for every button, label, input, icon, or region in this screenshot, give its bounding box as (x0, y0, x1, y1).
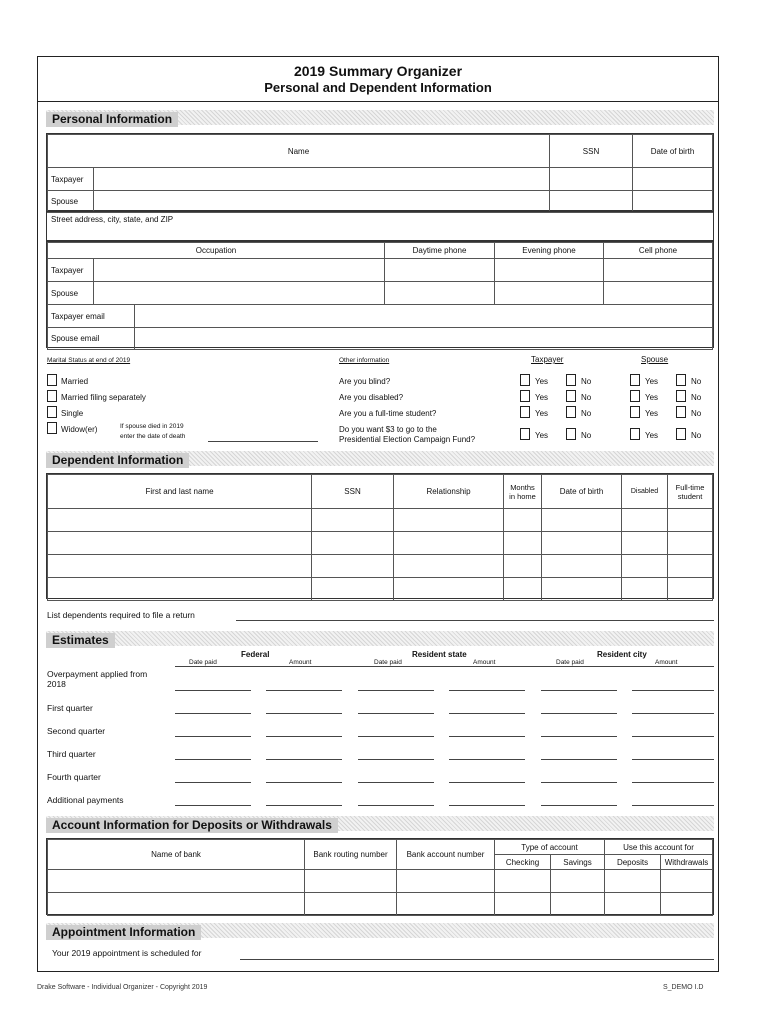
dep-name-field[interactable] (48, 532, 312, 555)
estimate-entry-field[interactable] (358, 782, 434, 783)
taxpayer-dob-field[interactable] (633, 168, 713, 191)
dep-student-field[interactable] (668, 532, 713, 555)
dep-disabled-field[interactable] (622, 509, 668, 532)
estimate-entry-field[interactable] (632, 736, 714, 737)
spouse-evening-field[interactable] (495, 282, 604, 305)
savings-field[interactable] (551, 870, 605, 893)
mfs-checkbox[interactable] (47, 390, 57, 402)
dep-rel-field[interactable] (394, 532, 504, 555)
fed-date-header: Date paid (189, 659, 217, 666)
yes-label: Yes (535, 409, 549, 418)
city-date-header: Date paid (556, 659, 584, 666)
no-label: No (691, 377, 702, 386)
dep-name-field[interactable] (48, 578, 312, 601)
form-title: 2019 Summary Organizer (293, 63, 463, 79)
sp-student-no-checkbox[interactable] (676, 406, 686, 418)
estimate-entry-field[interactable] (449, 805, 525, 806)
est-row-overpayment: Overpayment applied from 2018 (47, 669, 148, 689)
estimate-entry-field[interactable] (266, 782, 342, 783)
routing-field[interactable] (305, 870, 397, 893)
tp-disabled-no-checkbox[interactable] (566, 390, 576, 402)
dep-rel-field[interactable] (394, 578, 504, 601)
section-personal (46, 110, 714, 125)
estimate-entry-field[interactable] (449, 759, 525, 760)
footer-copyright: Drake Software - Individual Organizer - Copyright 2019 (37, 984, 208, 991)
estimate-entry-field[interactable] (358, 805, 434, 806)
section-personal-title: Personal Information (46, 112, 178, 127)
estimate-entry-field[interactable] (449, 713, 525, 714)
section-dependent-title: Dependent Information (46, 453, 189, 468)
dep-student-field[interactable] (668, 578, 713, 601)
spouse-email-label: Spouse email (48, 328, 135, 349)
section-appointment (46, 923, 714, 938)
state-header: Resident state (412, 650, 467, 659)
federal-header: Federal (241, 650, 270, 659)
tp-campaign-yes-checkbox[interactable] (520, 428, 530, 440)
table-row (48, 509, 713, 532)
name-header: Name (48, 135, 550, 168)
dep-months-field[interactable] (504, 555, 542, 578)
estimate-entry-field[interactable] (449, 690, 525, 691)
section-dependent (46, 451, 714, 466)
est-row-q1: First quarter (47, 703, 93, 713)
ssn-header: SSN (550, 135, 633, 168)
occupation-header: Occupation (48, 243, 385, 259)
spouse-occupation-field[interactable] (94, 282, 385, 305)
yes-label: Yes (645, 431, 659, 440)
estimate-entry-field[interactable] (175, 805, 251, 806)
taxpayer-email-field[interactable] (135, 305, 712, 327)
state-date-header: Date paid (374, 659, 402, 666)
withdrawals-header: Withdrawals (661, 855, 713, 870)
estimate-entry-field[interactable] (541, 736, 617, 737)
no-label: No (581, 409, 592, 418)
checking-header: Checking (495, 855, 551, 870)
estimate-entry-field[interactable] (358, 759, 434, 760)
list-dependents-label: List dependents required to file a return (47, 610, 195, 620)
est-row-additional: Additional payments (47, 795, 124, 805)
tp-blind-yes-checkbox[interactable] (520, 374, 530, 386)
city-amount-header: Amount (655, 659, 678, 666)
estimate-entry-field[interactable] (266, 805, 342, 806)
dep-ssn-field[interactable] (312, 509, 394, 532)
taxpayer-label: Taxpayer (48, 168, 94, 191)
acct-use-header: Use this account for (605, 840, 713, 855)
other-spouse-heading: Spouse (641, 355, 669, 364)
sp-student-yes-checkbox[interactable] (630, 406, 640, 418)
taxpayer-cell-field[interactable] (604, 259, 713, 282)
spouse-ssn-field[interactable] (550, 191, 633, 213)
estimate-entry-field[interactable] (266, 759, 342, 760)
widow-note-1: If spouse died in 2019 (120, 423, 184, 430)
yes-label: Yes (645, 377, 659, 386)
blind-question: Are you blind? (339, 377, 391, 386)
estimate-entry-field[interactable] (449, 736, 525, 737)
est-row-q4: Fourth quarter (47, 772, 101, 782)
acct-type-header: Type of account (495, 840, 605, 855)
sp-campaign-yes-checkbox[interactable] (630, 428, 640, 440)
section-estimates (46, 631, 714, 646)
dep-name-field[interactable] (48, 555, 312, 578)
widow-checkbox[interactable] (47, 422, 57, 434)
estimate-entry-field[interactable] (175, 736, 251, 737)
yes-label: Yes (535, 377, 549, 386)
estimate-entry-field[interactable] (541, 690, 617, 691)
student-question: Are you a full-time student? (339, 409, 437, 418)
table-row (48, 578, 713, 601)
estimate-entry-field[interactable] (632, 805, 714, 806)
dep-rel-field[interactable] (394, 509, 504, 532)
estimate-entry-field[interactable] (632, 690, 714, 691)
dep-dob-field[interactable] (542, 555, 622, 578)
campaign-question-1: Do you want $3 to go to the (339, 425, 437, 434)
checking-field[interactable] (495, 870, 551, 893)
other-heading: Other information (339, 357, 390, 364)
dep-dob-field[interactable] (542, 509, 622, 532)
estimate-entry-field[interactable] (358, 713, 434, 714)
routing-header: Bank routing number (305, 840, 397, 870)
sp-blind-no-checkbox[interactable] (676, 374, 686, 386)
estimate-entry-field[interactable] (266, 690, 342, 691)
taxpayer-evening-field[interactable] (495, 259, 604, 282)
deposits-field[interactable] (605, 870, 661, 893)
appointment-label: Your 2019 appointment is scheduled for (52, 948, 202, 958)
yes-label: Yes (645, 409, 659, 418)
bank-name-header: Name of bank (48, 840, 305, 870)
sp-disabled-no-checkbox[interactable] (676, 390, 686, 402)
est-row-q2: Second quarter (47, 726, 106, 736)
fed-amount-header: Amount (289, 659, 312, 666)
estimates-header-rule (175, 666, 714, 667)
section-estimates-title: Estimates (46, 633, 115, 648)
address-label: Street address, city, state, and ZIP (51, 215, 174, 224)
widow-label: Widow(er) (61, 425, 98, 434)
dep-student-field[interactable] (668, 555, 713, 578)
dep-rel-header: Relationship (394, 475, 504, 509)
cell-header: Cell phone (604, 243, 713, 259)
mfs-label: Married filing separately (61, 393, 146, 402)
spouse-email-row (48, 328, 713, 350)
routing-field[interactable] (305, 893, 397, 916)
spouse-dob-field[interactable] (633, 191, 713, 213)
city-header: Resident city (597, 650, 647, 659)
estimate-entry-field[interactable] (358, 690, 434, 691)
est-row-q3: Third quarter (47, 749, 96, 759)
table-row (48, 893, 713, 916)
disabled-question: Are you disabled? (339, 393, 404, 402)
tp-disabled-yes-checkbox[interactable] (520, 390, 530, 402)
yes-label: Yes (535, 431, 549, 440)
withdrawals-field[interactable] (661, 893, 713, 916)
spouse-daytime-field[interactable] (385, 282, 495, 305)
acct-num-header: Bank account number (397, 840, 495, 870)
taxpayer-ssn-field[interactable] (550, 168, 633, 191)
bank-name-field[interactable] (48, 870, 305, 893)
dob-header: Date of birth (633, 135, 713, 168)
dep-ssn-header: SSN (312, 475, 394, 509)
estimate-entry-field[interactable] (175, 713, 251, 714)
state-amount-header: Amount (473, 659, 496, 666)
dep-ssn-field[interactable] (312, 578, 394, 601)
title-divider (38, 101, 718, 102)
evening-header: Evening phone (495, 243, 604, 259)
yes-label: Yes (645, 393, 659, 402)
spouse-email-field[interactable] (135, 328, 712, 349)
acct-num-field[interactable] (397, 893, 495, 916)
dependent-table (46, 473, 714, 599)
deposits-header: Deposits (605, 855, 661, 870)
dep-months-field[interactable] (504, 578, 542, 601)
estimate-entry-field[interactable] (632, 713, 714, 714)
sp-disabled-yes-checkbox[interactable] (630, 390, 640, 402)
estimate-entry-field[interactable] (266, 713, 342, 714)
estimate-entry-field[interactable] (541, 713, 617, 714)
campaign-question-2: Presidential Election Campaign Fund? (339, 435, 476, 444)
no-label: No (581, 431, 592, 440)
daytime-header: Daytime phone (385, 243, 495, 259)
estimate-entry-field[interactable] (541, 759, 617, 760)
dep-ssn-field[interactable] (312, 532, 394, 555)
estimate-entry-field[interactable] (632, 759, 714, 760)
footer-code: S_DEMO I.D (663, 984, 704, 991)
estimate-entry-field[interactable] (175, 759, 251, 760)
occupation-table (46, 241, 714, 348)
estimate-entry-field[interactable] (175, 690, 251, 691)
occ-spouse-label: Spouse (48, 282, 94, 305)
dep-months-field[interactable] (504, 532, 542, 555)
spouse-label: Spouse (48, 191, 94, 213)
no-label: No (691, 409, 702, 418)
no-label: No (581, 393, 592, 402)
dep-dob-field[interactable] (542, 532, 622, 555)
personal-name-table (46, 133, 714, 211)
dep-months-field[interactable] (504, 509, 542, 532)
dep-rel-field[interactable] (394, 555, 504, 578)
spouse-cell-field[interactable] (604, 282, 713, 305)
estimate-entry-field[interactable] (266, 736, 342, 737)
dep-disabled-header: Disabled (622, 475, 668, 509)
tp-student-no-checkbox[interactable] (566, 406, 576, 418)
estimate-entry-field[interactable] (358, 736, 434, 737)
no-label: No (581, 377, 592, 386)
savings-field[interactable] (551, 893, 605, 916)
dep-disabled-field[interactable] (622, 555, 668, 578)
appointment-field[interactable] (240, 959, 714, 960)
estimate-entry-field[interactable] (541, 782, 617, 783)
table-row (48, 532, 713, 555)
dep-disabled-field[interactable] (622, 532, 668, 555)
occ-taxpayer-label: Taxpayer (48, 259, 94, 282)
yes-label: Yes (535, 393, 549, 402)
taxpayer-email-label: Taxpayer email (48, 305, 135, 327)
form-subtitle: Personal and Dependent Information (264, 80, 492, 95)
tp-blind-no-checkbox[interactable] (566, 374, 576, 386)
taxpayer-daytime-field[interactable] (385, 259, 495, 282)
deposits-field[interactable] (605, 893, 661, 916)
dep-student-header: Full-time student (668, 475, 713, 509)
death-date-field[interactable] (208, 441, 318, 442)
dep-months-header: Months in home (504, 475, 542, 509)
table-row (48, 870, 713, 893)
dep-dob-field[interactable] (542, 578, 622, 601)
dep-name-field[interactable] (48, 509, 312, 532)
account-table (46, 838, 714, 915)
list-dependents-field[interactable] (236, 620, 714, 621)
sp-blind-yes-checkbox[interactable] (630, 374, 640, 386)
savings-header: Savings (551, 855, 605, 870)
organizer-form (37, 56, 719, 972)
married-checkbox[interactable] (47, 374, 57, 386)
estimate-entry-field[interactable] (632, 782, 714, 783)
spouse-name-field[interactable] (94, 191, 550, 213)
checking-field[interactable] (495, 893, 551, 916)
table-row (48, 555, 713, 578)
section-appointment-title: Appointment Information (46, 925, 201, 940)
dep-ssn-field[interactable] (312, 555, 394, 578)
estimate-entry-field[interactable] (175, 782, 251, 783)
dep-name-header: First and last name (48, 475, 312, 509)
widow-note-2: enter the date of death (120, 433, 186, 440)
estimate-entry-field[interactable] (541, 805, 617, 806)
single-checkbox[interactable] (47, 406, 57, 418)
taxpayer-occupation-field[interactable] (94, 259, 385, 282)
address-field[interactable] (46, 211, 714, 241)
section-account-title: Account Information for Deposits or Withdrawals (46, 818, 338, 833)
dep-dob-header: Date of birth (542, 475, 622, 509)
tp-campaign-no-checkbox[interactable] (566, 428, 576, 440)
withdrawals-field[interactable] (661, 870, 713, 893)
section-account (46, 816, 714, 831)
dep-disabled-field[interactable] (622, 578, 668, 601)
sp-campaign-no-checkbox[interactable] (676, 428, 686, 440)
marital-heading: Marital Status at end of 2019 (47, 357, 131, 364)
bank-name-field[interactable] (48, 893, 305, 916)
no-label: No (691, 393, 702, 402)
taxpayer-email-row (48, 305, 713, 328)
estimate-entry-field[interactable] (449, 782, 525, 783)
dep-student-field[interactable] (668, 509, 713, 532)
acct-num-field[interactable] (397, 870, 495, 893)
other-taxpayer-heading: Taxpayer (531, 355, 564, 364)
married-label: Married (61, 377, 89, 386)
single-label: Single (61, 409, 84, 418)
no-label: No (691, 431, 702, 440)
taxpayer-name-field[interactable] (94, 168, 550, 191)
tp-student-yes-checkbox[interactable] (520, 406, 530, 418)
